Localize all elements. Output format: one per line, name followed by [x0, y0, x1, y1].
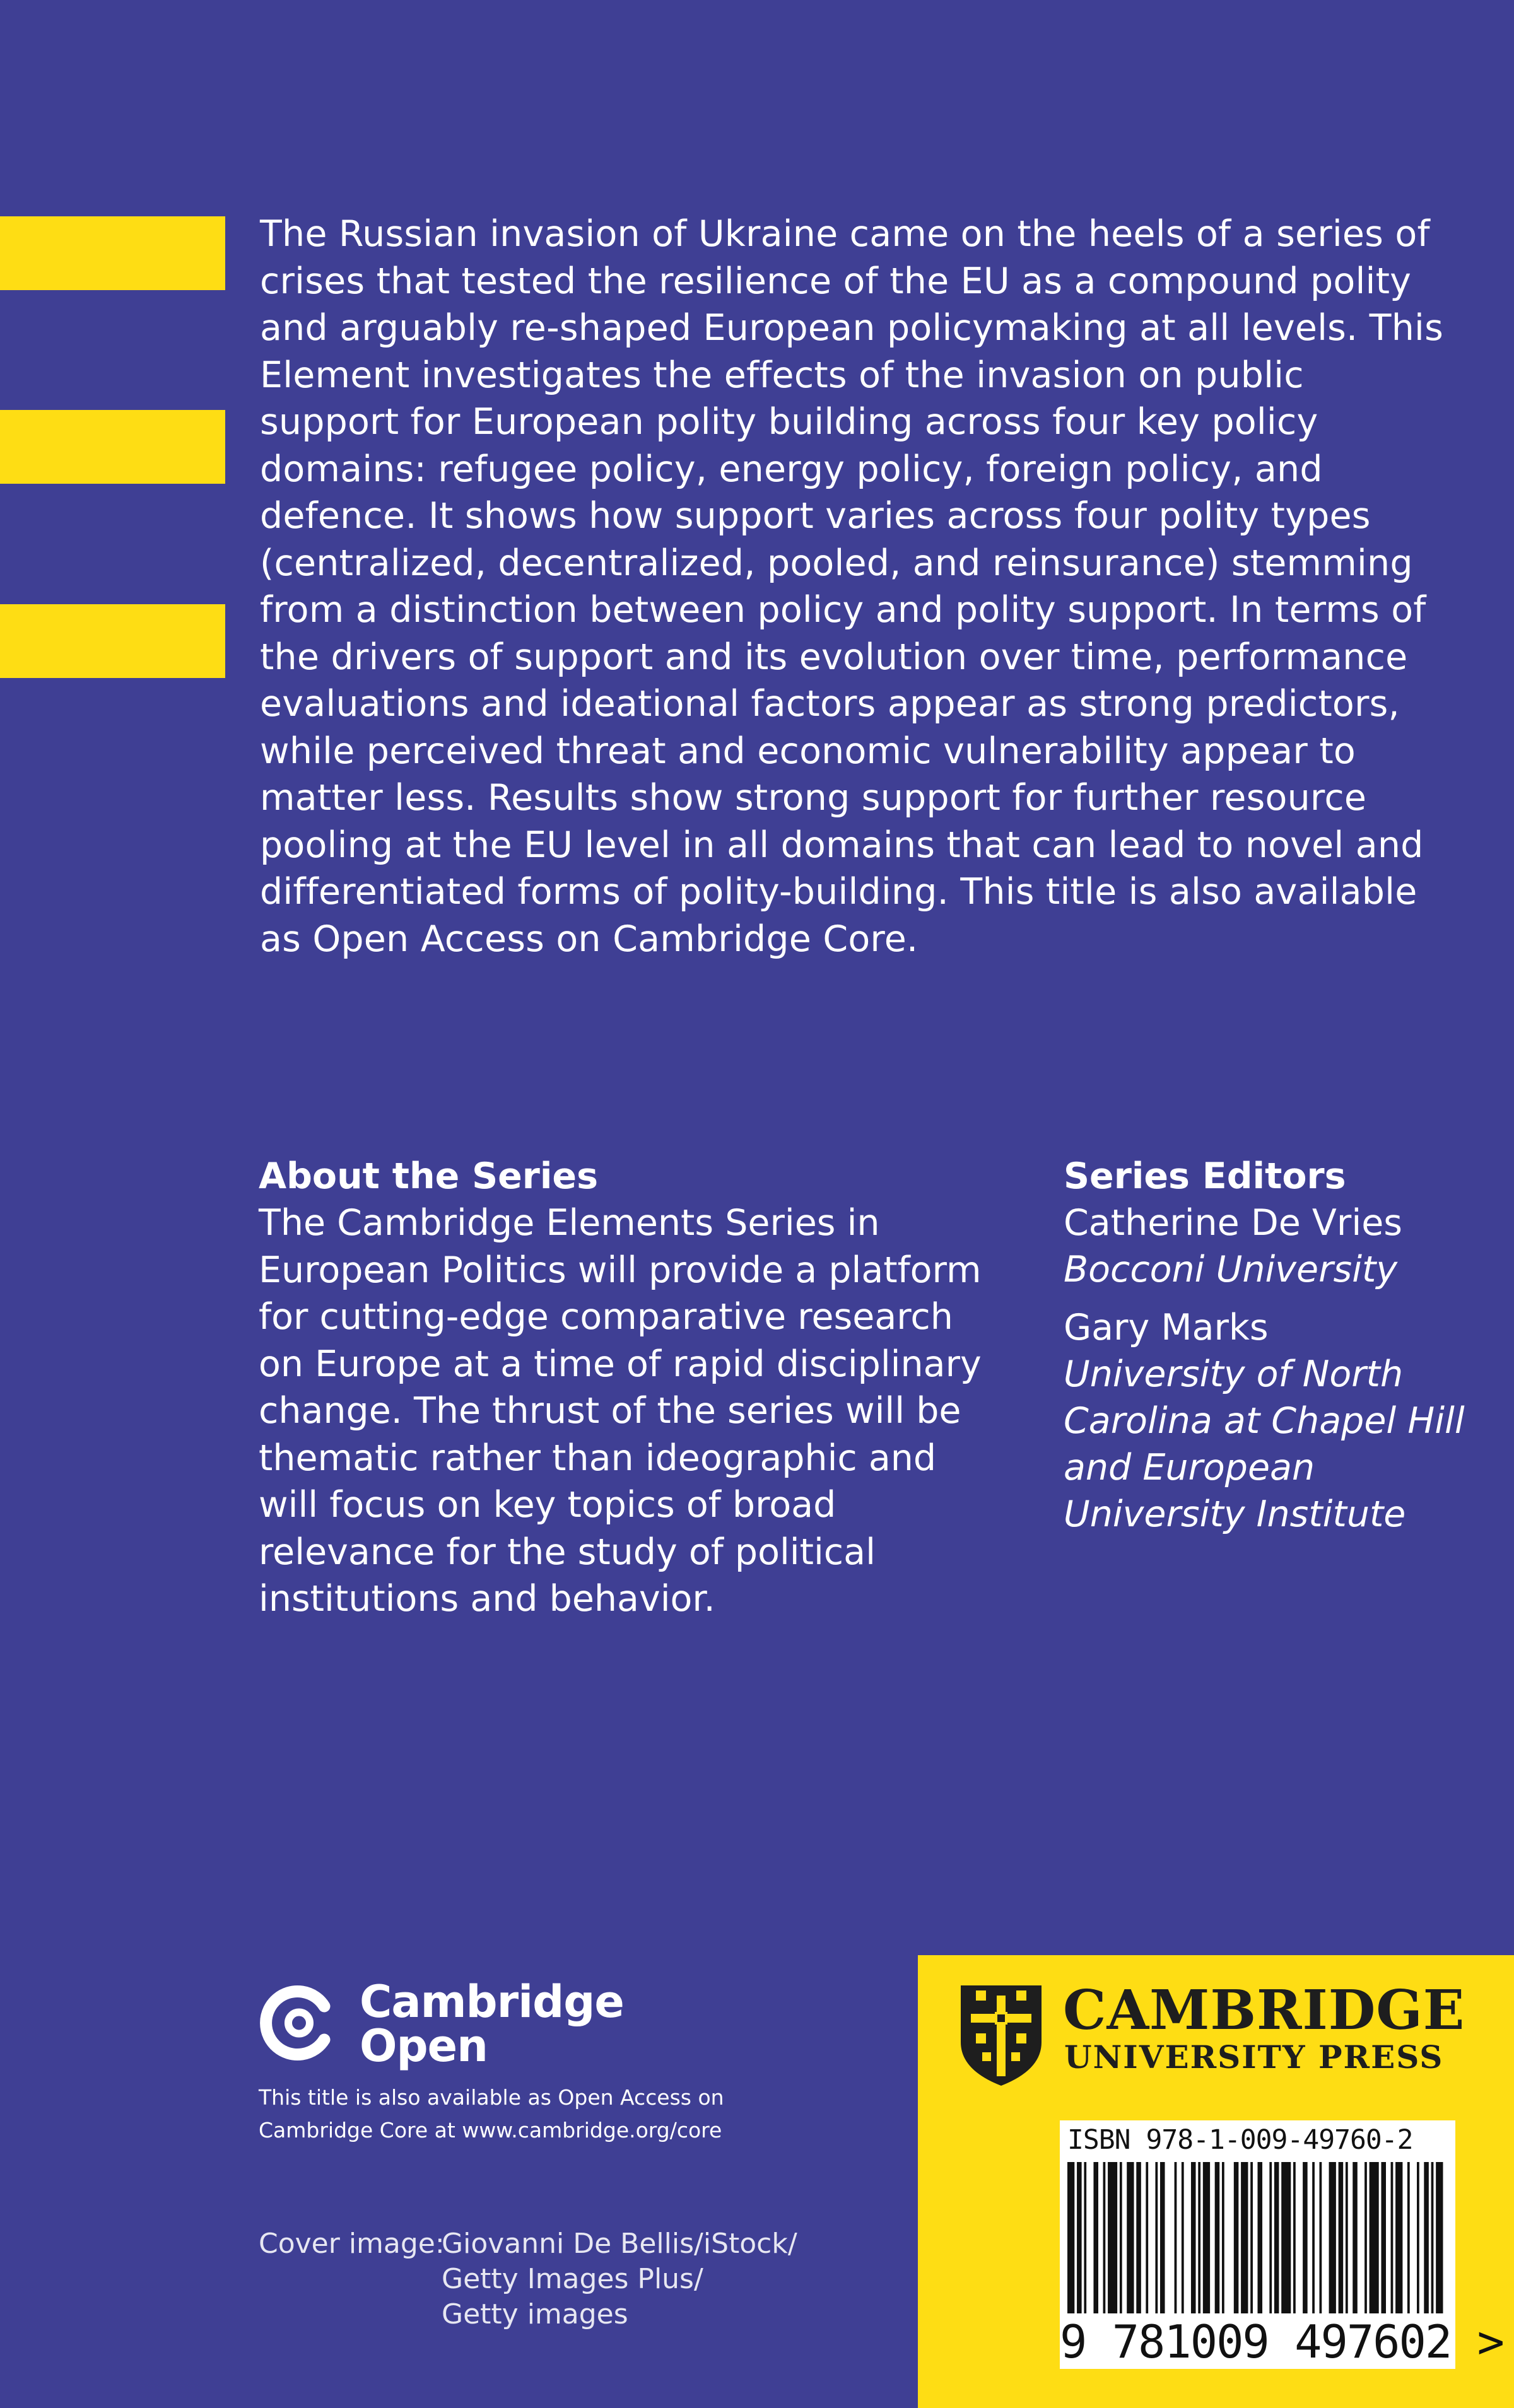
- barcode-bar: [1093, 2162, 1098, 2313]
- barcode-bar: [1136, 2162, 1141, 2313]
- barcode-bar: [1395, 2162, 1402, 2313]
- barcode-bar: [1329, 2162, 1336, 2313]
- barcode-bar: [1319, 2162, 1322, 2313]
- barcode-bar: [1364, 2162, 1367, 2313]
- barcode-bar: [1084, 2162, 1086, 2313]
- publisher-panel: [918, 1955, 1514, 2408]
- barcode-bar: [1127, 2162, 1134, 2313]
- barcode-bar: [1269, 2162, 1272, 2313]
- barcode-bar: [1120, 2162, 1122, 2313]
- barcode-bar: [1103, 2162, 1106, 2313]
- editor-entry: [1064, 1304, 1467, 1538]
- isbn-number: ISBN 978-1-009-49760-2: [1067, 2124, 1413, 2156]
- barcode-bar: [1108, 2162, 1117, 2313]
- barcode-bar: [1067, 2162, 1074, 2313]
- barcode-digits: 9 781009 497602 >: [1060, 2315, 1503, 2368]
- editor-affiliation: University of North Carolina at Chapel Hill and European University Institute: [1064, 1353, 1465, 1535]
- barcode-icon: [1067, 2162, 1448, 2313]
- isbn-barcode: [1060, 2120, 1503, 2369]
- cover-credit-line: Getty images: [442, 2298, 628, 2330]
- barcode-bar: [1175, 2162, 1177, 2313]
- barcode-bar: [1391, 2162, 1394, 2313]
- about-series-heading: About the Series: [259, 1155, 599, 1197]
- barcode-bar: [1436, 2162, 1443, 2313]
- barcode-bar: [1407, 2162, 1410, 2313]
- barcode-bar: [1198, 2162, 1200, 2313]
- about-series-section: [259, 1153, 1003, 1623]
- barcode-bar: [1339, 2162, 1344, 2313]
- editor-name: Catherine De Vries: [1064, 1202, 1402, 1244]
- barcode-bar: [1370, 2162, 1379, 2313]
- barcode-bar: [1155, 2162, 1158, 2313]
- barcode-bar: [1146, 2162, 1148, 2313]
- barcode-bar: [1191, 2162, 1196, 2313]
- barcode-bar: [1431, 2162, 1434, 2313]
- barcode-bar: [1281, 2162, 1291, 2313]
- cambridge-shield-icon: [957, 1982, 1045, 2089]
- publisher-subname: UNIVERSITY PRESS: [1064, 2038, 1444, 2076]
- barcode-bar: [1346, 2162, 1348, 2313]
- cover-credit-line: Getty Images Plus/: [442, 2263, 703, 2295]
- editor-name: Gary Marks: [1064, 1307, 1269, 1348]
- barcode-bar: [1303, 2162, 1308, 2313]
- barcode-bar: [1417, 2162, 1419, 2313]
- editor-entry: [1064, 1200, 1467, 1293]
- series-editors-heading: Series Editors: [1064, 1155, 1346, 1197]
- barcode-bar: [1182, 2162, 1184, 2313]
- cover-credit-line: Giovanni De Bellis/iStock/: [442, 2228, 797, 2260]
- yellow-stripe-middle: [0, 410, 225, 484]
- barcode-bar: [1250, 2162, 1253, 2313]
- about-series-body: The Cambridge Elements Series in European Politics will provide a platform for cutting-edge comparative research on Europe at a time of rapid disciplinary change. The thrust of the series will be thematic rather than ideographic and will focus on key topics of broad relevance for the study of political institutions and behavior.: [259, 1202, 982, 1620]
- barcode-bar: [1222, 2162, 1224, 2313]
- cover-credit-label: Cover image:: [259, 2228, 445, 2260]
- barcode-bar: [1381, 2162, 1386, 2313]
- editor-affiliation: Bocconi University: [1064, 1249, 1398, 1290]
- barcode-bar: [1312, 2162, 1315, 2313]
- barcode-bar: [1274, 2162, 1279, 2313]
- barcode-bar: [1241, 2162, 1248, 2313]
- open-logo-word-open: Open: [360, 2020, 488, 2072]
- open-logo-word-cambridge: Cambridge: [360, 1976, 624, 2028]
- barcode-bar: [1215, 2162, 1220, 2313]
- barcode-bar: [1424, 2162, 1429, 2313]
- cambridge-open-icon: [259, 1984, 337, 2062]
- series-editors-section: [1064, 1153, 1467, 1549]
- book-description: The Russian invasion of Ukraine came on the heels of a series of crises that tested the resilience of the EU as a compound polity and arguably re-shaped European policymaking at all levels. This Element investigates the effects of the invasion on public support for European polity building across four key policy domains: refugee policy, energy policy, foreign policy, and defence. It shows how support varies across four polity types (centralized, decentralized, pooled, and reinsurance) stemming from a distinction between policy and polity support. In terms of the drivers of support and its evolution over time, performance evaluations and ideational factors appear as strong predictors, while perceived threat and economic vulnerability appear to matter less. Results show strong support for further resource pooling at the EU level in all domains that can lead to novel and differentiated forms of polity-building. This title is also available as Open Access on Cambridge Core.: [260, 213, 1443, 960]
- barcode-bar: [1293, 2162, 1296, 2313]
- barcode-bar: [1203, 2162, 1210, 2313]
- yellow-stripe-top: [0, 216, 225, 290]
- cambridge-open-logo: [259, 1977, 637, 2072]
- barcode-bar: [1353, 2162, 1358, 2313]
- cover-credit-lines: [442, 2226, 883, 2332]
- barcode-bar: [1160, 2162, 1165, 2313]
- barcode-bar: [1234, 2162, 1239, 2313]
- yellow-stripe-bottom: [0, 604, 225, 678]
- barcode-bar: [1077, 2162, 1082, 2313]
- barcode-bar: [1258, 2162, 1263, 2313]
- publisher-name: CAMBRIDGE: [1063, 1978, 1465, 2042]
- open-access-note: This title is also available as Open Access on Cambridge Core at www.cambridge.org/core: [259, 2085, 724, 2142]
